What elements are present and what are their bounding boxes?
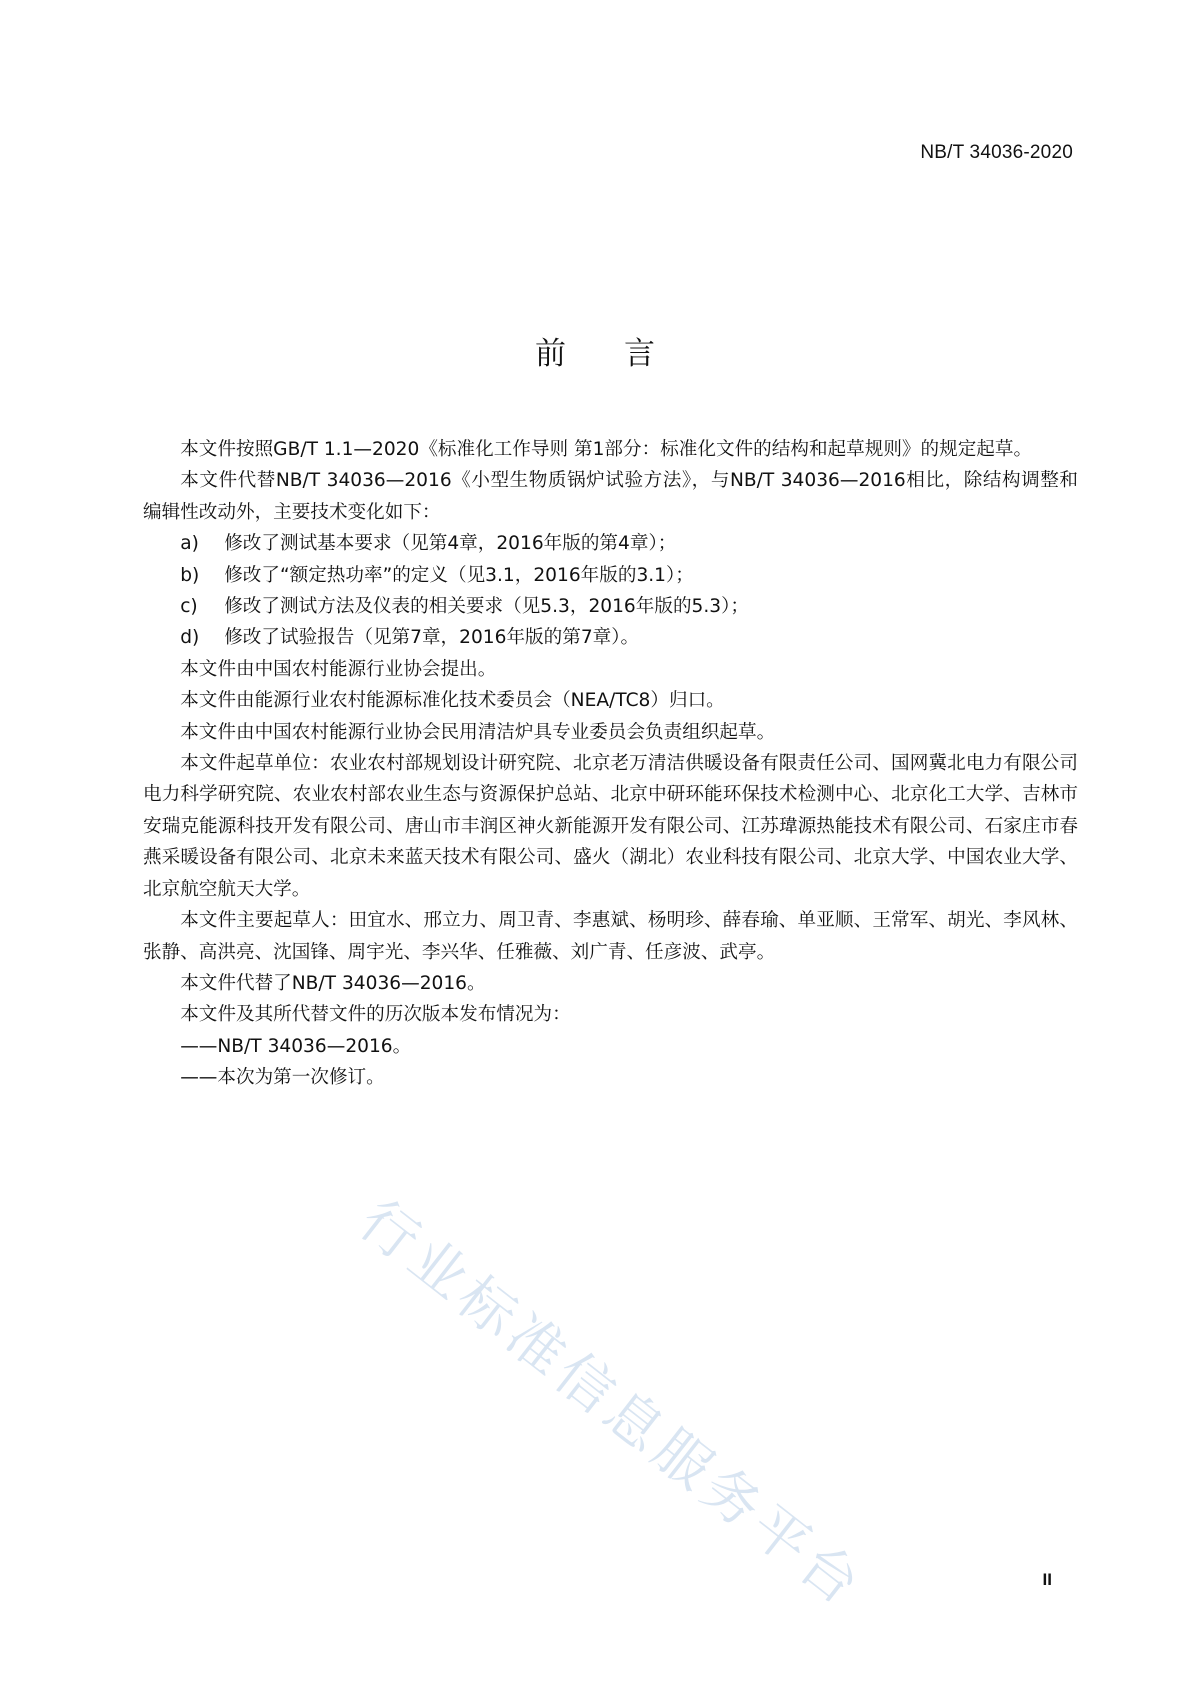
- paragraph: ——NB/T 34036—2016。: [180, 1035, 412, 1057]
- paragraph: 本文件起草单位：农业农村部规划设计研究院、北京老万清洁供暖设备有限责任公司、国网冀北电力有限公司电力科学研究院、农业农村部农业生态与资源保护总站、北京中研环能环保技术检测中心、北京化工大学、吉林市安瑞克能源科技开发有限公司、唐山市丰润区神火新能源开发有限公司、江苏瑋源热能技术有限公司、石家庄市春燕采暖设备有限公司、北京未来蓝天技术有限公司、盛火（湖北）农业科技有限公司、北京大学、中国农业大学、北京航空航天大学。: [143, 753, 1078, 900]
- watermark: 行业标准信息服务平台: [347, 1187, 876, 1621]
- page-number: II: [1042, 1570, 1052, 1589]
- list-item: [143, 622, 1078, 653]
- foreword-body: [143, 434, 1078, 1094]
- list-item: [143, 528, 1078, 559]
- list-item-letter: a): [180, 533, 199, 555]
- paragraph: 本文件按照GB/T 1.1—2020《标准化工作导则 第1部分：标准化文件的结构和起草规则》的规定起草。: [180, 439, 1033, 460]
- standard-number: NB/T 34036-2020: [920, 142, 1073, 163]
- page-title: 前言: [535, 336, 713, 372]
- paragraph: 本文件及其所代替文件的历次版本发布情况为：: [180, 1004, 571, 1026]
- list-item: [143, 591, 1078, 622]
- paragraph: 本文件代替了NB/T 34036—2016。: [180, 972, 486, 994]
- list-item-letter: c): [180, 596, 198, 618]
- paragraph: 本文件代替NB/T 34036—2016《小型生物质锅炉试验方法》，与NB/T 34036—2016相比，除结构调整和编辑性改动外，主要技术变化如下：: [143, 470, 1078, 523]
- paragraph: 本文件主要起草人：田宜水、邢立力、周卫青、李惠斌、杨明珍、薛春瑜、单亚顺、王常军、胡光、李风林、张静、高洪亮、沈国锋、周宇光、李兴华、任雅薇、刘广青、任彦波、武亭。: [143, 910, 1078, 963]
- paragraph: 本文件由中国农村能源行业协会提出。: [180, 658, 497, 680]
- list-item-text: 修改了试验报告（见第7章，2016年版的第7章）。: [224, 627, 640, 649]
- paragraph: 本文件由中国农村能源行业协会民用清洁炉具专业委员会负责组织起草。: [180, 721, 776, 743]
- list-item-letter: d): [180, 627, 200, 649]
- list-item-letter: b): [180, 564, 200, 586]
- paragraph: ——本次为第一次修订。: [180, 1067, 385, 1089]
- paragraph: 本文件由能源行业农村能源标准化技术委员会（NEA/TC8）归口。: [180, 690, 725, 712]
- list-item-text: 修改了测试基本要求（见第4章，2016年版的第4章）；: [224, 533, 677, 555]
- list-item-text: 修改了“额定热功率”的定义（见3.1，2016年版的3.1）；: [224, 564, 694, 586]
- list-item-text: 修改了测试方法及仪表的相关要求（见5.3，2016年版的5.3）；: [224, 596, 750, 618]
- list-item: [143, 560, 1078, 591]
